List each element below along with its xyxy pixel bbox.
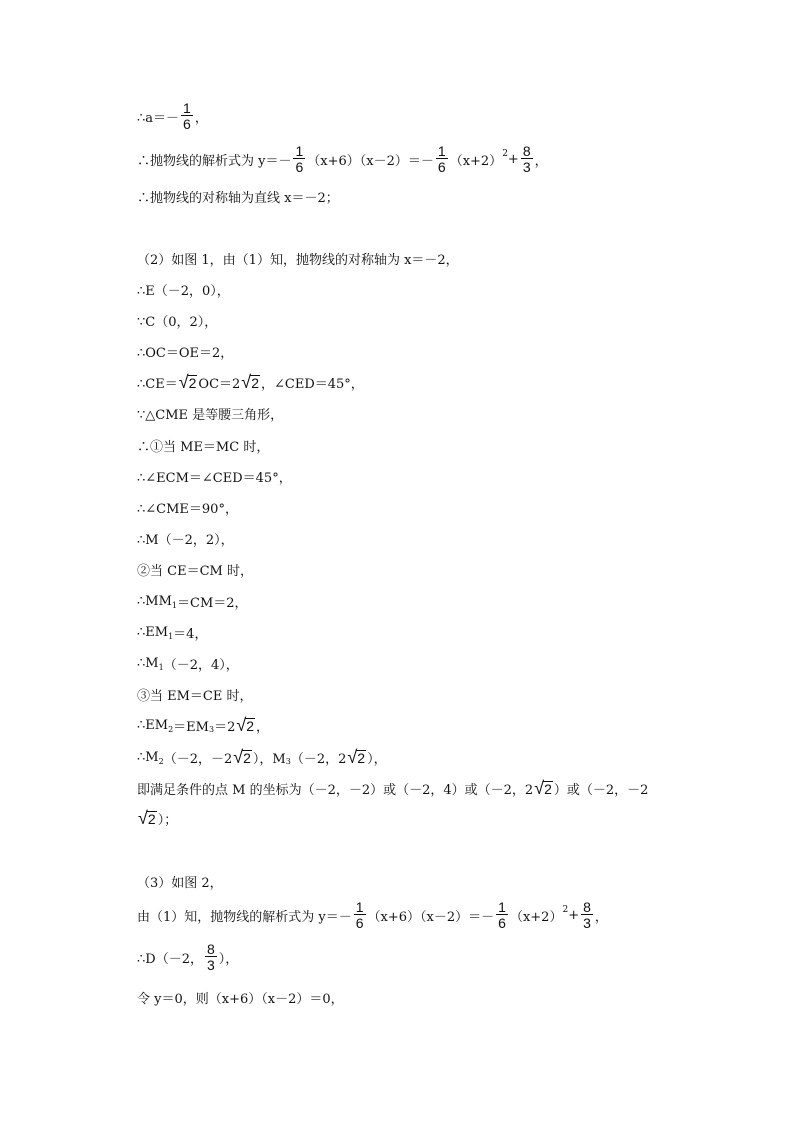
- text: ＝EM: [173, 719, 209, 735]
- square-root: √ 2: [347, 747, 366, 767]
- text: ③当 EM＝CE 时，: [137, 688, 253, 704]
- line-m1-point: [137, 648, 239, 678]
- text: ∵△CME 是等腰三角形，: [137, 407, 284, 423]
- text: ∴M（－2，2），: [137, 532, 234, 548]
- text: （2）如图 1，由（1）知，抛物线的对称轴为 x＝－2，: [137, 252, 459, 268]
- text: OC＝2: [198, 376, 241, 392]
- line-a-value: [137, 101, 208, 131]
- denominator: 6: [498, 915, 506, 931]
- line-c-point: [137, 305, 217, 335]
- fraction: [181, 101, 193, 131]
- text: ＝4，: [173, 626, 208, 642]
- fraction: [496, 900, 508, 930]
- line-em1: [137, 617, 207, 647]
- line-isosceles: [137, 398, 283, 428]
- text: ）；: [157, 812, 178, 828]
- numerator: 1: [295, 143, 304, 159]
- line-d-point: [137, 942, 238, 972]
- line-case1: [137, 430, 269, 460]
- text: ∴抛物线的对称轴为直线 x＝－2；: [137, 190, 339, 206]
- radicand: 2: [251, 374, 259, 391]
- text: （x+6）（x－2）＝－: [367, 909, 495, 925]
- subscript: 1: [168, 631, 174, 641]
- radicand: 2: [243, 749, 251, 766]
- text: ，∠CED＝45°，: [260, 376, 364, 392]
- denominator: 3: [583, 915, 591, 931]
- square-root: √ 2: [534, 778, 552, 798]
- text: ∴OC＝OE＝2，: [137, 345, 234, 361]
- text: （x+2）: [509, 909, 563, 925]
- line-conclusion-cont: [137, 803, 177, 833]
- text: （3）如图 2，: [137, 875, 223, 891]
- text: ＝2: [214, 719, 236, 735]
- text: ∴EM: [137, 624, 169, 640]
- numerator: 1: [355, 899, 364, 915]
- text: ∴D（－2，: [137, 951, 203, 967]
- fraction: [436, 144, 448, 174]
- text: 即满足条件的点 M 的坐标为（－2，－2）或（－2，4）或（－2，2: [137, 782, 534, 798]
- line-e-point: [137, 274, 230, 304]
- text: ②当 CE＝CM 时，: [137, 563, 253, 579]
- text: ，: [194, 110, 208, 126]
- text: +: [507, 151, 519, 167]
- line-axis: [137, 181, 339, 211]
- subscript: 1: [158, 662, 164, 672]
- text: （－2，4），: [163, 657, 239, 673]
- subscript: 3: [208, 724, 215, 734]
- text: ∴a＝－: [137, 110, 180, 126]
- text: ），M: [252, 751, 286, 767]
- line-case2: [137, 554, 253, 584]
- numerator: 1: [498, 899, 506, 915]
- text: ∴EM: [137, 717, 169, 733]
- radicand: 2: [357, 749, 366, 766]
- line-angle-cme: [137, 492, 238, 522]
- text: ∴E（－2，0），: [137, 283, 230, 299]
- line-angle-ecm: [137, 461, 292, 491]
- fraction: [521, 144, 533, 174]
- text: 由（1）知，抛物线的解析式为 y＝－: [137, 909, 352, 925]
- superscript: 2: [562, 905, 569, 915]
- text: ∵C（0，2），: [137, 314, 218, 330]
- fraction: [581, 900, 593, 930]
- radicand: 2: [188, 374, 197, 391]
- fraction: [354, 900, 366, 930]
- line-em2-em3: [137, 710, 269, 740]
- text: ∴M: [137, 749, 159, 765]
- denominator: 6: [437, 159, 446, 175]
- text: ∴①当 ME＝MC 时，: [137, 439, 270, 455]
- subscript: 2: [168, 724, 174, 734]
- denominator: 6: [183, 116, 191, 132]
- text: （x+6）（x－2）＝－: [307, 153, 434, 169]
- text: 令 y＝0，则（x+6）（x－2）＝0，: [137, 991, 344, 1007]
- radicand: 2: [147, 810, 156, 827]
- numerator: 1: [183, 100, 191, 116]
- square-root: √ 2: [178, 372, 197, 392]
- text: ∴∠CME＝90°，: [137, 501, 238, 517]
- square-root: √ 2: [236, 715, 255, 735]
- square-root: √ 2: [138, 808, 156, 828]
- text: （－2，－2: [163, 751, 233, 767]
- square-root: √ 2: [233, 747, 251, 767]
- text: ，: [534, 153, 548, 169]
- fraction: [293, 144, 305, 174]
- text: ，: [594, 909, 608, 925]
- numerator: 8: [583, 899, 591, 915]
- line-oc-oe: [137, 336, 233, 366]
- line-part2-heading: [137, 243, 459, 273]
- line-conclusion: [137, 773, 648, 803]
- square-root: √ 2: [241, 372, 259, 392]
- text: ∴M: [137, 655, 159, 671]
- line-set-y-zero: [137, 982, 344, 1012]
- superscript: 2: [502, 149, 508, 159]
- text: ）或（－2，－2: [553, 782, 649, 798]
- numerator: 1: [437, 143, 446, 159]
- denominator: 6: [295, 159, 304, 175]
- text: ），: [367, 751, 387, 767]
- line-m-point: [137, 523, 234, 553]
- subscript: 1: [171, 600, 177, 610]
- text: ∴抛物线的解析式为 y＝－: [137, 153, 292, 169]
- subscript: 3: [285, 756, 291, 766]
- text: +: [568, 907, 580, 923]
- text: ，: [256, 719, 270, 735]
- text: （x+2）: [449, 153, 503, 169]
- line-parabola-formula: [137, 144, 548, 174]
- numerator: 8: [206, 941, 215, 957]
- text: ），: [218, 951, 239, 967]
- line-mm1: [137, 586, 248, 616]
- denominator: 3: [522, 159, 531, 175]
- denominator: 6: [355, 915, 364, 931]
- line-case3: [137, 679, 253, 709]
- line-part3-heading: [137, 866, 223, 896]
- text: ∴∠ECM＝∠CED＝45°，: [137, 470, 292, 486]
- text: ∴MM: [137, 593, 172, 609]
- line-parabola-formula-2: [137, 900, 608, 930]
- text: ＝CM＝2，: [177, 595, 248, 611]
- line-m2-m3-points: [137, 742, 387, 772]
- numerator: 8: [522, 143, 531, 159]
- fraction: [205, 942, 217, 972]
- line-ce-length: [137, 367, 364, 397]
- text: ∴CE＝: [137, 376, 178, 392]
- radicand: 2: [246, 717, 255, 734]
- text: （－2，2: [290, 751, 347, 767]
- radicand: 2: [544, 780, 552, 797]
- subscript: 2: [158, 756, 164, 766]
- denominator: 3: [206, 957, 215, 973]
